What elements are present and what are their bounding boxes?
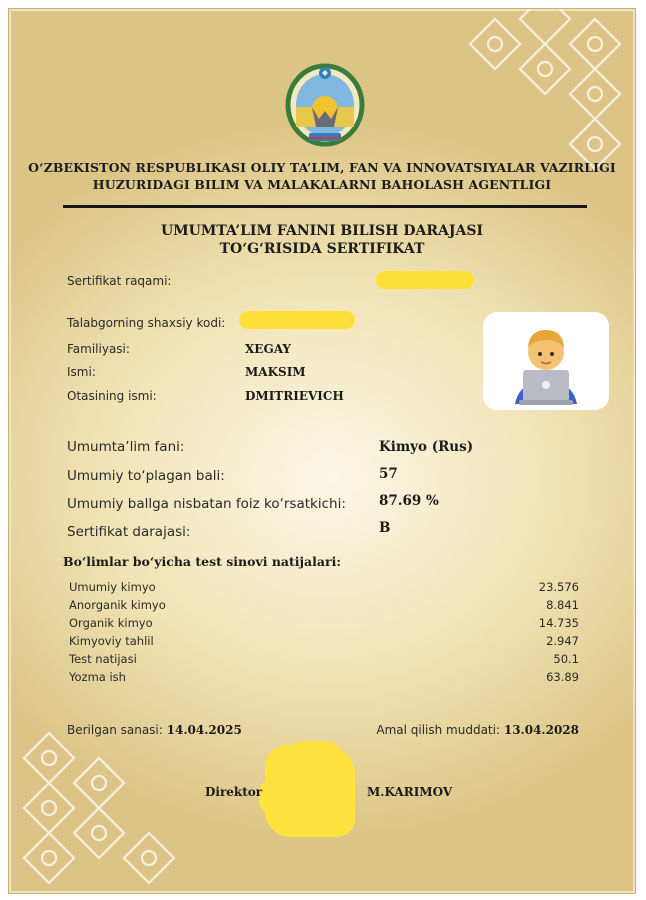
- valid-until-label: Amal qilish muddati:: [376, 723, 501, 737]
- section-row-value: 8.841: [546, 598, 579, 612]
- ministry-name-line2: HUZURIDAGI BILIM VA MALAKALARNI BAHOLASH AGENTLIGI: [92, 177, 552, 192]
- section-row-name: Anorganik kimyo: [69, 598, 166, 612]
- issued-date-label: Berilgan sanasi:: [67, 723, 163, 737]
- subject-label: Umumta’lim fani:: [67, 439, 185, 455]
- section-row-name: Kimyoviy tahlil: [69, 634, 154, 648]
- subject-value: Kimyo (Rus): [379, 439, 474, 455]
- certificate: [8, 8, 636, 894]
- director-name: M.KARIMOV: [367, 785, 453, 799]
- issued-date: [67, 723, 242, 737]
- certificate-title-line1: UMUMTA’LIM FANINI BILISH DARAJASI: [160, 223, 484, 239]
- photo: [483, 312, 609, 410]
- section-row-value: 2.947: [546, 634, 579, 648]
- certificate-number-label: Sertifikat raqami:: [67, 274, 172, 288]
- certificate-number-redaction: [376, 271, 474, 289]
- section-row-value: 63.89: [546, 670, 579, 684]
- percent-label: Umumiy ballga nisbatan foiz ko‘rsatkichi:: [67, 496, 346, 512]
- surname-label: Familiyasi:: [67, 342, 130, 356]
- total-score-value: 57: [379, 466, 398, 482]
- personal-code-redaction: [239, 311, 355, 329]
- issued-date-value: 14.04.2025: [166, 723, 242, 737]
- name-value: MAKSIM: [245, 365, 306, 379]
- certificate-title-line2: TO‘G‘RISIDA SERTIFIKAT: [219, 241, 425, 257]
- sections-title: Bo‘limlar bo‘yicha test sinovi natijalari:: [63, 554, 341, 569]
- divider: [63, 205, 587, 208]
- valid-until-value: 13.04.2028: [503, 723, 579, 737]
- patronymic-label: Otasining ismi:: [67, 389, 157, 403]
- director-label: Direktor: [205, 785, 263, 799]
- surname-value: XEGAY: [245, 342, 291, 356]
- level-label: Sertifikat darajasi:: [67, 524, 191, 540]
- valid-until: [376, 723, 579, 737]
- level-value: B: [379, 520, 391, 536]
- total-score-label: Umumiy to‘plagan bali:: [67, 468, 225, 484]
- section-row-value: 23.576: [538, 580, 579, 594]
- ministry-name-line1: O‘ZBEKISTON RESPUBLIKASI OLIY TA’LIM, FAN VA INNOVATSIYALAR VAZIRLIGI: [28, 160, 616, 175]
- section-row-name: Test natijasi: [69, 652, 137, 666]
- personal-code-label: Talabgorning shaxsiy kodi:: [67, 316, 226, 330]
- section-row-name: Yozma ish: [69, 670, 126, 684]
- person-with-laptop-icon: [483, 312, 609, 410]
- section-row-name: Organik kimyo: [69, 616, 153, 630]
- state-emblem-icon: [285, 63, 365, 147]
- section-row-value: 14.735: [538, 616, 579, 630]
- patronymic-value: DMITRIEVICH: [245, 389, 344, 403]
- section-row-name: Umumiy kimyo: [69, 580, 156, 594]
- percent-value: 87.69 %: [379, 493, 439, 509]
- name-label: Ismi:: [67, 365, 96, 379]
- section-row-value: 50.1: [553, 652, 579, 666]
